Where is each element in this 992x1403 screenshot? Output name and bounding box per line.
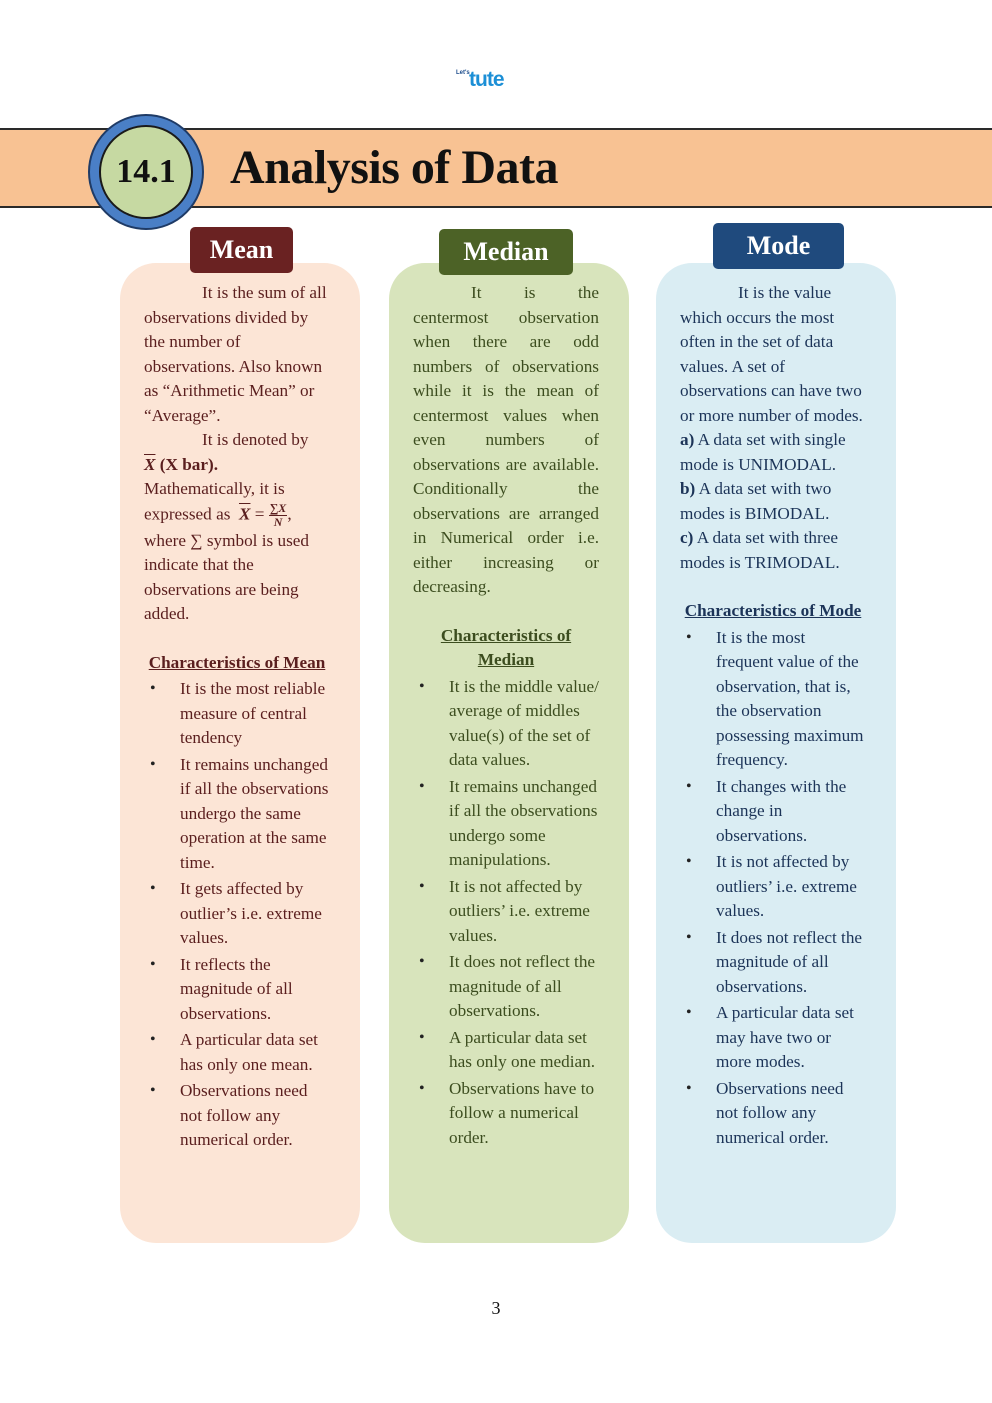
formula-comma: , [287, 503, 292, 523]
list-item: • It does not reflect the magnitude of all observations. [449, 950, 599, 1024]
mean-intro: It is the sum of all observations divided by the number of observations. Also known as “Arithmetic Mean” or “Average”. [144, 283, 327, 425]
mean-formula-fraction [269, 502, 288, 529]
mean-denoted: It is denoted by [202, 430, 309, 449]
mode-type-text: A data set with three modes is TRIMODAL. [680, 528, 840, 572]
list-item: • Observations have to follow a numerical order. [449, 1077, 599, 1151]
formula-numerator: ∑X [269, 500, 287, 515]
mode-type-label: b) [680, 479, 696, 498]
x-bar-description: (X bar). [159, 454, 219, 474]
mode-type-label: c) [680, 528, 694, 547]
mode-type-text: A data set with two modes is BIMODAL. [680, 479, 832, 523]
formula-x-bar: $\overline{X}$ [238, 503, 251, 523]
mean-formula-line [144, 477, 330, 529]
mode-intro: It is the value which occurs the most often in the set of data values. A set of observations can have two or more number of modes. [680, 283, 863, 425]
mean-characteristics-heading: Characteristics of Mean [148, 652, 326, 672]
list-item: • Observations need not follow any numerical order. [180, 1079, 330, 1153]
mode-type-item [680, 477, 866, 526]
mean-tab: Mean [190, 227, 293, 273]
list-item: • Observations need not follow any numerical order. [716, 1077, 866, 1151]
mean-characteristics-list [144, 677, 330, 1153]
list-item: • A particular data set has only one median. [449, 1026, 599, 1075]
list-item: • It is not affected by outliers’ i.e. extreme values. [716, 850, 866, 924]
mode-tab: Mode [713, 223, 844, 269]
page-title: Analysis of Data [230, 141, 559, 194]
list-item: • It is not affected by outliers’ i.e. extreme values. [449, 875, 599, 949]
mean-where-text: where ∑ symbol is used indicate that the observations are being added. [144, 530, 310, 623]
logo-small-text: Let's [456, 70, 470, 76]
formula-equals: = [254, 503, 265, 523]
list-item: • It is the most reliable measure of central tendency [180, 677, 330, 751]
mean-math-text: Mathematically, it is expressed as [144, 479, 285, 523]
mode-content [680, 281, 866, 1152]
mode-type-item [680, 428, 866, 477]
list-item: • It remains unchanged if all the observations undergo the same operation at the same time. [180, 753, 330, 876]
logo-text: tute [469, 68, 504, 91]
formula-denominator: N [273, 514, 283, 529]
mode-type-text: A data set with single mode is UNIMODAL. [680, 430, 846, 474]
section-number: 14.1 [99, 125, 193, 219]
mode-type-label: a) [680, 430, 695, 449]
page-number: 3 [491, 1298, 501, 1318]
mode-characteristics-heading: Characteristics of Mode [684, 601, 862, 620]
median-characteristics-list [413, 675, 599, 1151]
list-item: • A particular data set has only one mean. [180, 1028, 330, 1077]
mode-characteristics-list [680, 626, 866, 1151]
median-content [413, 281, 599, 1152]
list-item: • It is the most frequent value of the observation, that is, the observation possessing maximum frequency. [716, 626, 866, 773]
brand-logo [456, 68, 516, 94]
list-item: • It gets affected by outlier’s i.e. extreme values. [180, 877, 330, 951]
mean-symbol-line [144, 453, 330, 478]
mean-panel [120, 263, 360, 1243]
list-item: • It reflects the magnitude of all observations. [180, 953, 330, 1027]
mode-panel [656, 263, 896, 1243]
list-item: • It changes with the change in observations. [716, 775, 866, 849]
list-item: • It is the middle value/ average of middles value(s) of the set of data values. [449, 675, 599, 773]
list-item: • It remains unchanged if all the observations undergo some manipulations. [449, 775, 599, 873]
list-item: • A particular data set may have two or more modes. [716, 1001, 866, 1075]
mode-type-item [680, 526, 866, 575]
x-bar-symbol: $\overline{X}$ [144, 454, 156, 474]
list-item: • It does not reflect the magnitude of all observations. [716, 926, 866, 1000]
mean-content [144, 281, 330, 1155]
median-intro: It is the centermost observation when there are odd numbers of observations while it is the mean of centermost values when even numbers of observations are available. Conditionally the observations are arranged in Numerical order i.e. either increasing or decreasing. [413, 283, 599, 596]
median-panel [389, 263, 629, 1243]
median-characteristics-heading: Characteristics of Median [440, 625, 572, 669]
median-tab: Median [439, 229, 573, 275]
